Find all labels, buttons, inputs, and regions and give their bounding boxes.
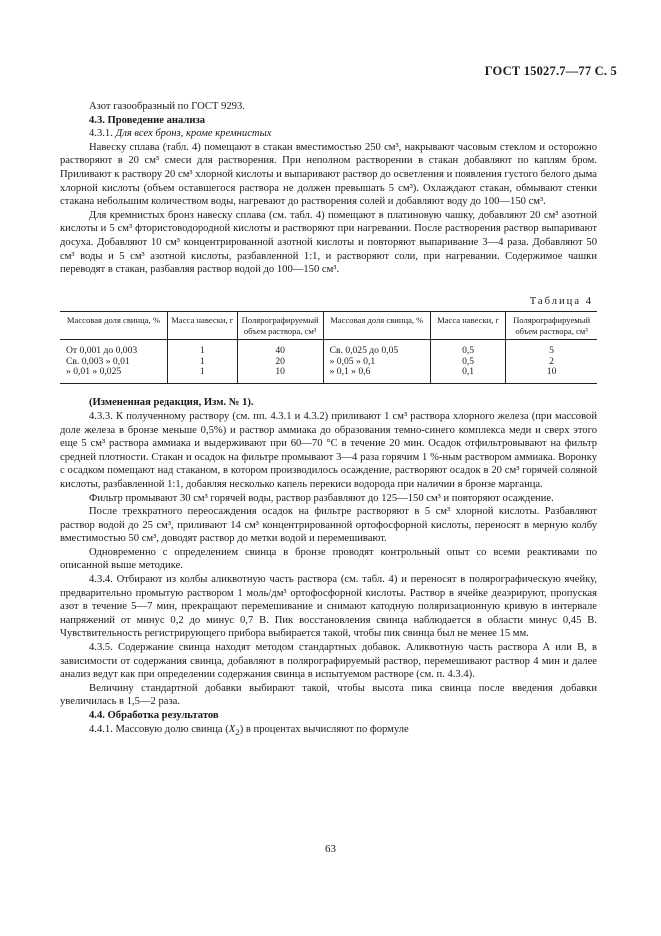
formula-intro-start: 4.4.1. Массовую долю свинца ( xyxy=(89,723,229,735)
table-cell: 5 xyxy=(506,340,597,357)
page-header: ГОСТ 15027.7—77 С. 5 xyxy=(484,64,617,78)
section-heading-analysis: 4.3. Проведение анализа xyxy=(89,114,205,126)
table-header-cell: Полярографируемый объем раствора, см³ xyxy=(237,312,323,340)
table-cell: Св. 0,025 до 0,05 xyxy=(323,340,430,357)
paragraph-431: Навеску сплава (табл. 4) помещают в стакан вместимостью 250 см³, накрывают часовым стеклом и осторожно растворяют в 20 см³ смеси для растворения. При неполном растворении в стакан добавляют по каплям бром. Приливают к раствору 20 см³ хлорной кислоты и выпаривают раствор до осветления и появления густого белого дыма хлорной кислоты (объем оставшегося раствора не должен превышать 5 см³). Охлаждают стакан, обмывают стенки стакана небольшим количеством воды, нагревают до растворения солей и добавляют воду до 100—150 см³. xyxy=(60,141,597,208)
variable-x: X xyxy=(228,723,236,735)
table-header-cell: Массовая доля свинца, % xyxy=(66,315,161,326)
table-header-cell: Масса навески, г xyxy=(430,312,505,340)
table-header-cell: Массовая доля свинца, % xyxy=(323,312,430,340)
section-heading-results: 4.4. Обработка результатов xyxy=(89,710,219,721)
table-cell: 2 xyxy=(506,357,597,367)
table-cell: » 0,05 » 0,1 xyxy=(323,357,430,367)
table-cell: 1 xyxy=(167,357,237,367)
table-cell: 1 xyxy=(167,367,237,384)
formula-intro-end: ) в процентах вычисляют по формуле xyxy=(239,723,409,735)
document-body xyxy=(60,100,597,739)
paragraph-432: Для кремнистых бронз навеску сплава (см. табл. 4) помещают в платиновую чашку, добавляют 20 см³ азотной кислоты и 5 см³ фтористоводородной кислоты и растворяют при нагревании. После растворения раствор выпаривают досуха. Добавляют 10 см³ концентрированной азотной кислоты и повторяют выпаривание 3—4 раза. Добавляют 50 см³ воды и 5 см³ азотной кислоты, разбавленной 1:1, и растворяют соли, при нагревании. Содержимое чашки переводят в стакан, разбавляя раствор водой до 100—150 см³. xyxy=(60,209,597,276)
table-row xyxy=(60,340,597,357)
paragraph-reprecipitation: После трехкратного переосаждения осадок на фильтре растворяют в 5 см³ хлорной кислоты. Разбавляют раствор водой до 25 см³, приливают 14 см³ концентрированной ортофосфорной кислоты, переносят в мерную колбу вместимостью 50 см³, доводят раствор до метки водой и перемешивают. xyxy=(60,506,597,545)
paragraph-434: 4.3.4. Отбирают из колбы аликвотную часть раствора (см. табл. 4) и переносят в полярографическую ячейку, предварительно промытую раствором 1 моль/дм³ ортофосфорной кислоты. Раствор в ячейке деаэрируют, пропуская азот в течение 5—7 мин, прекращают перемешивание и снимают катодную поляризационную кривую в интервале напряжений от минус 0,2 до минус 0,7 В. Пик восстановления свинца наблюдается в области минус 0,45 В. Чувствительность регистрирующего прибора выбирается такой, чтобы пик свинца был не менее 15 мм. xyxy=(60,574,597,640)
table-cell: 1 xyxy=(167,340,237,357)
edition-note: (Измененная редакция, Изм. № 1). xyxy=(89,397,254,409)
table-cell: 20 xyxy=(237,357,323,367)
paragraph-standard-addition: Величину стандартной добавки выбирают такой, чтобы высота пика свинца после введения добавки увеличилась в 1,5—2 раза. xyxy=(60,682,597,708)
table-caption: Таблица 4 xyxy=(529,295,593,307)
table-cell: » 0,01 » 0,025 xyxy=(60,367,167,384)
table-4 xyxy=(60,311,597,384)
variable-subscript: 2 xyxy=(235,726,240,737)
table-cell: 10 xyxy=(506,367,597,384)
page-number: 63 xyxy=(325,843,336,855)
table-cell: Св. 0,003 » 0,01 xyxy=(66,355,130,367)
table-cell: От 0,001 до 0,003 xyxy=(66,345,138,357)
paragraph-433: 4.3.3. К полученному раствору (см. пп. 4.3.1 и 4.3.2) приливают 1 см³ раствора хлорного железа (при массовой доле железа в бронзе меньше 0,5%) и раствор аммиака до образования темно-синего комплекса меди и сверх этого еще 5 см³ раствора аммиака и выдерживают при 60—70 °С в течение 20 мин. Осадок отфильтровывают на фильтр средней плотности. Стакан и осадок на фильтре промывают 3—4 раза горячим 1 %-ным раствором аммиака. Воронку с осадком помещают над стаканом, в котором производилось осаждение, растворяют осадок в 20 см³ горячей соляной кислоты, разбавленной 1:1, добавляя несколько капель перекиси водорода при наличии в бронзе марганца. xyxy=(60,410,597,490)
table-header-row xyxy=(60,312,597,340)
table-cell: 0,1 xyxy=(430,367,505,384)
nitrogen-line: Азот газообразный по ГОСТ 9293. xyxy=(89,101,245,112)
subsection-title: Для всех бронз, кроме кремнистых xyxy=(115,128,272,140)
table-row xyxy=(60,367,597,384)
paragraph-441 xyxy=(60,723,597,740)
table-header-cell: Масса навески, г xyxy=(167,312,237,340)
table-cell: 0,5 xyxy=(430,340,505,357)
table-cell: 10 xyxy=(237,367,323,384)
table-header-cell: Полярографируемый объем раствора, см³ xyxy=(506,312,597,340)
paragraph-435: 4.3.5. Содержание свинца находят методом стандартных добавок. Аликвотную часть раствора А или В, в зависимости от содержания свинца, добавляют в полярографируемый раствор, перемешивают раствор 4 мин и далее анализ ведут как при определении содержания свинца в испытуемом растворе (см. п. 4.3.4). xyxy=(60,642,597,681)
paragraph-control: Одновременно с определением свинца в бронзе проводят контрольный опыт со всеми реактивами по описанной выше методике. xyxy=(60,546,597,572)
paragraph-filter: Фильтр промывают 30 см³ горячей воды, раствор разбавляют до 125—150 см³ и повторяют осаждение. xyxy=(89,492,554,504)
table-cell: 0,5 xyxy=(430,357,505,367)
subsection-heading-431 xyxy=(60,127,597,141)
table-cell: 40 xyxy=(237,340,323,357)
subsection-number: 4.3.1. xyxy=(89,128,116,140)
table-cell: » 0,1 » 0,6 xyxy=(323,367,430,384)
table-row xyxy=(60,357,597,367)
